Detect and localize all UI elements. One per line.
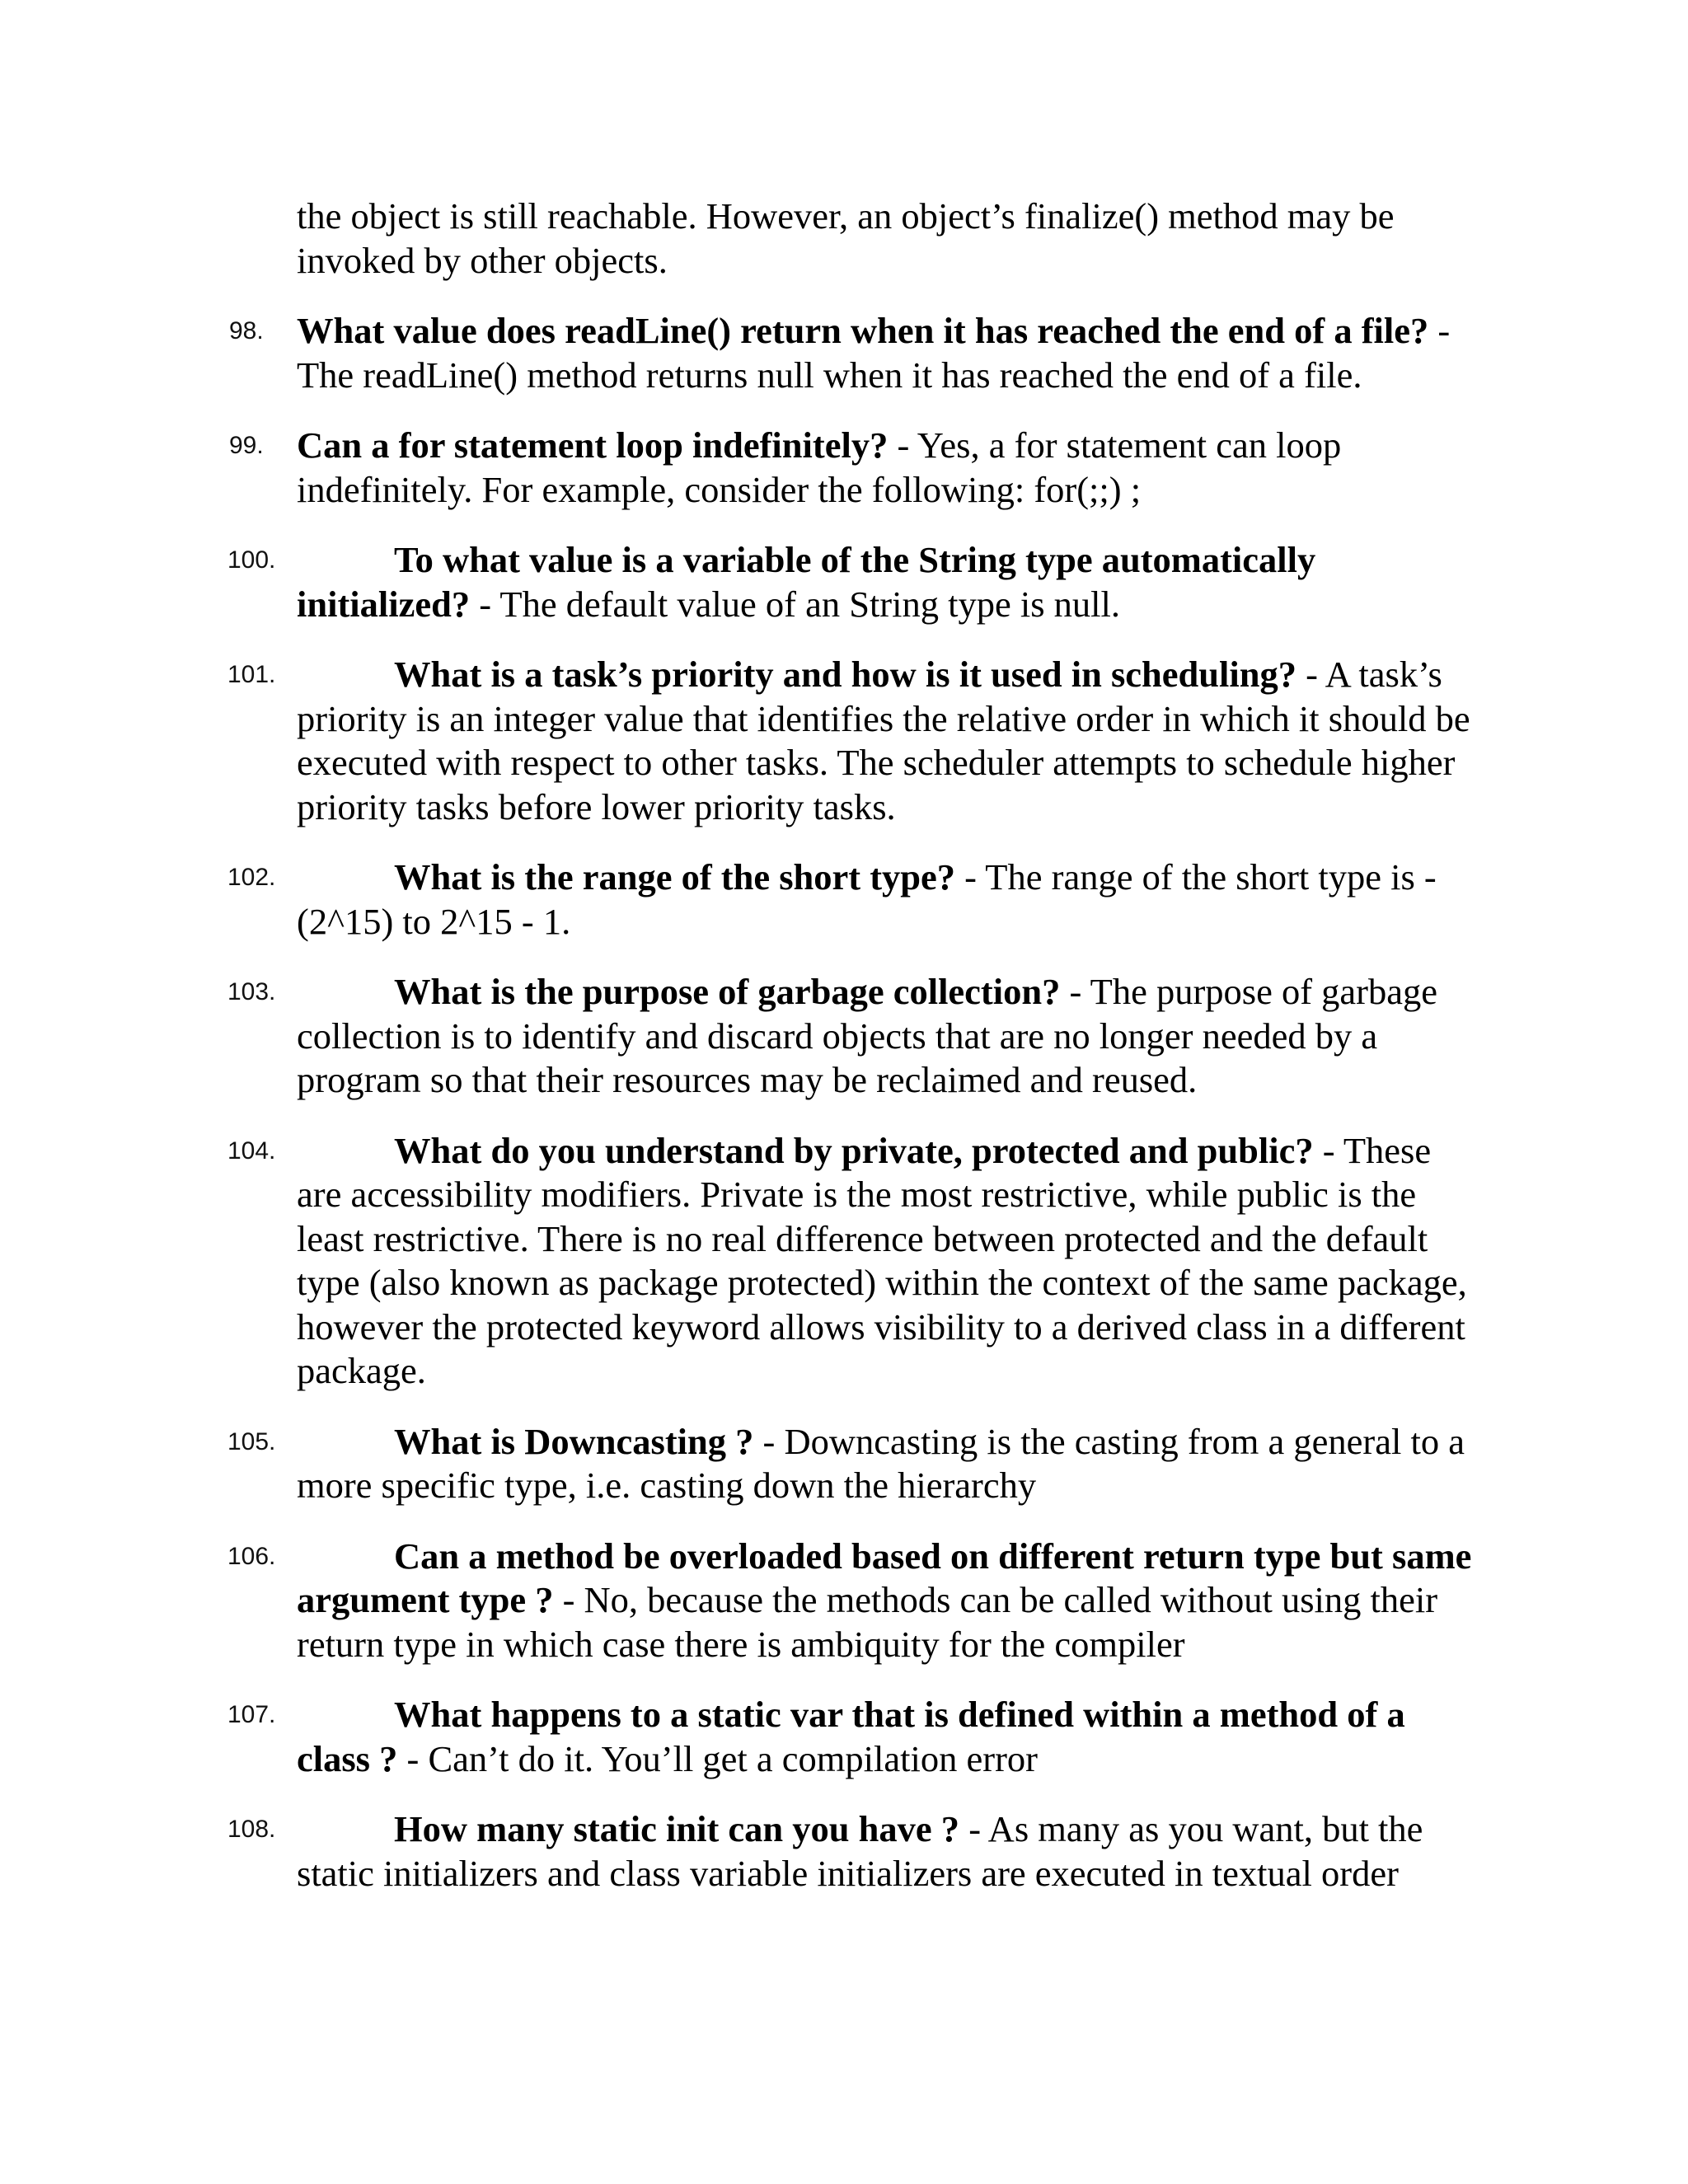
item-answer: - A task’s priority is an integer value that identifies the relative order in which it should be executed with respect to other tasks. The scheduler attempts to schedule higher priority tasks before lower priority tasks.: [297, 654, 1470, 827]
list-item-102: [227, 855, 1475, 944]
item-number: 101.: [227, 661, 276, 688]
list-item-107: [227, 1693, 1475, 1781]
item-question: What is the range of the short type?: [394, 856, 956, 898]
item-question: Can a for statement loop indefinitely?: [297, 424, 889, 466]
list-item-106: [227, 1535, 1475, 1667]
item-number: 102.: [227, 864, 276, 891]
item-question: What happens to a static var that is defined within a method of a class ?: [297, 1694, 1405, 1779]
item-question: To what value is a variable of the String type automatically initialized?: [297, 539, 1316, 625]
item-number: 99.: [229, 432, 264, 459]
item-question: What do you understand by private, protected and public?: [394, 1129, 1314, 1171]
item-number: 106.: [227, 1542, 276, 1570]
list-item-101: [227, 653, 1475, 829]
item-number: 104.: [227, 1137, 276, 1165]
item-answer: - Yes, a for statement can loop indefinitely. For example, consider the following: for(;;) ;: [297, 424, 1342, 510]
item-number: 108.: [227, 1816, 276, 1843]
list-item-98: [229, 309, 1475, 397]
continuation-paragraph: the object is still reachable. However, an object’s finalize() method may be invoked by other objects.: [297, 195, 1395, 281]
item-answer: - The default value of an String type is null.: [470, 583, 1121, 625]
item-number: 103.: [227, 978, 276, 1005]
item-question: How many static init can you have ?: [394, 1808, 960, 1849]
item-question: What is the purpose of garbage collection?: [394, 971, 1061, 1012]
list-item-103: [227, 970, 1475, 1103]
list-item-100: [227, 538, 1475, 626]
item-answer: - The readLine() method returns null when it has reached the end of a file.: [297, 310, 1451, 396]
list-item-104: [227, 1129, 1475, 1394]
item-answer: - Can’t do it. You’ll get a compilation error: [397, 1737, 1038, 1779]
item-number: 107.: [227, 1701, 276, 1728]
item-number: 98.: [229, 317, 264, 344]
item-question: Can a method be overloaded based on different return type but same argument type ?: [297, 1535, 1472, 1620]
item-answer: - Downcasting is the casting from a general to a more specific type, i.e. casting down the hierarchy: [297, 1420, 1465, 1506]
item-question: What is a task’s priority and how is it used in scheduling?: [394, 654, 1297, 695]
item-answer: - As many as you want, but the static initializers and class variable initializers are executed in textual order: [297, 1808, 1423, 1894]
page-content: [227, 194, 1475, 1922]
list-item-99: [229, 424, 1475, 512]
item-question: What is Downcasting ?: [394, 1420, 754, 1462]
list-item-108: [227, 1807, 1475, 1896]
list-item-105: [227, 1420, 1475, 1508]
item-number: 105.: [227, 1427, 276, 1455]
item-answer: - No, because the methods can be called without using their return type in which case there is ambiquity for the compiler: [297, 1579, 1438, 1665]
item-answer: - The range of the short type is -(2^15) to 2^15 - 1.: [297, 856, 1437, 942]
item-answer: - The purpose of garbage collection is to identify and discard objects that are no longer needed by a program so that their resources may be reclaimed and reused.: [297, 971, 1437, 1100]
item-number: 100.: [227, 546, 276, 574]
item-question: What value does readLine() return when it has reached the end of a file?: [297, 310, 1429, 351]
item-answer: - These are accessibility modifiers. Private is the most restrictive, while public is the least restrictive. There is no real difference between protected and the default type (also known as package protected) within the context of the same package, however the protected keyword allows visibility to a derived class in a different package.: [297, 1129, 1467, 1391]
